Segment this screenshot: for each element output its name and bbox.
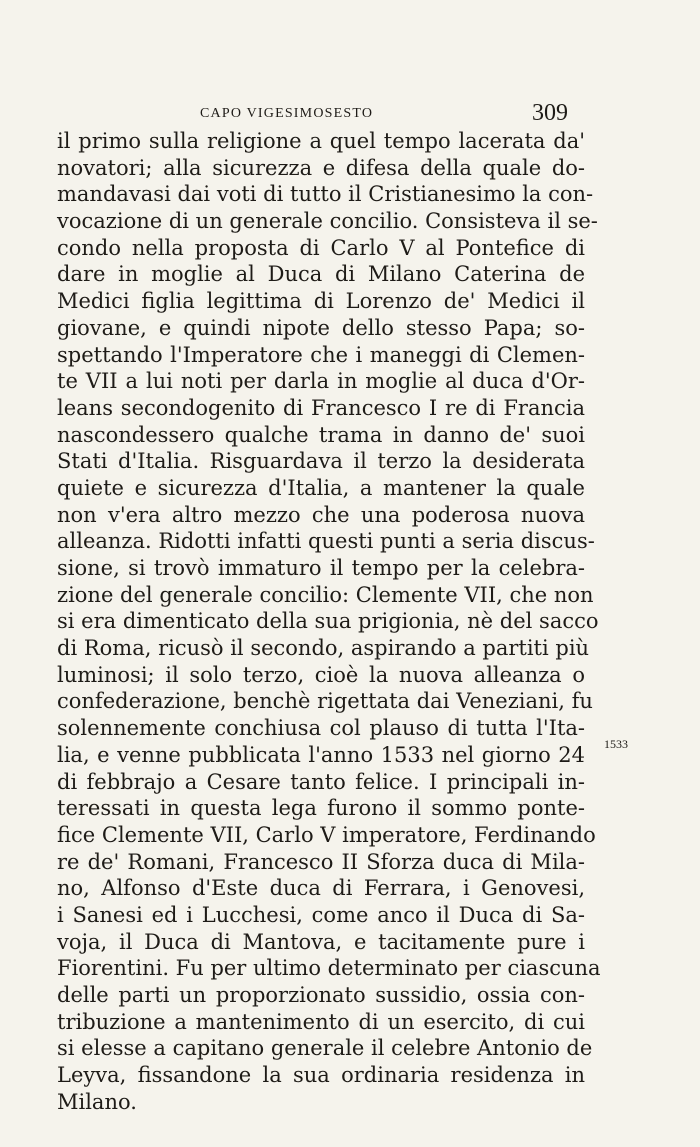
text-line: condo nella proposta di Carlo V al Pontefice di: [57, 235, 585, 260]
text-line: alleanza. Ridotti infatti questi punti a seria discus-: [57, 529, 595, 554]
text-line: giovane, e quindi nipote dello stesso Papa; so-: [57, 315, 585, 340]
text-line: di febbrajo a Cesare tanto felice. I principali in-: [57, 769, 585, 794]
text-line: non v'era altro mezzo che una poderosa nuova: [57, 502, 585, 527]
text-line: teressati in questa lega furono il sommo ponte-: [57, 796, 585, 821]
text-line: nascondessero qualche trama in danno de' suoi: [57, 422, 585, 447]
text-line: dare in moglie al Duca di Milano Caterina de: [57, 262, 585, 287]
text-line: lia, e venne pubblicata l'anno 1533 nel giorno 24: [57, 742, 585, 767]
text-line: Stati d'Italia. Risguardava il terzo la desiderata: [57, 449, 585, 474]
text-line: il primo sulla religione a quel tempo lacerata da': [57, 129, 585, 153]
body-text: [57, 128, 601, 1115]
text-line: quiete e sicurezza d'Italia, a mantener la quale: [57, 475, 585, 500]
margin-year-note: 1533: [604, 737, 628, 751]
text-line: no, Alfonso d'Este duca di Ferrara, i Genovesi,: [57, 876, 585, 901]
text-line: sione, si trovò immaturo il tempo per la celebra-: [57, 556, 585, 580]
text-line: si elesse a capitano generale il celebre Antonio de: [57, 1036, 593, 1061]
text-line: i Sanesi ed i Lucchesi, come anco il Duca di Sa-: [57, 902, 585, 927]
text-line: leans secondogenito di Francesco I re di Francia: [57, 395, 585, 420]
text-line: confederazione, benchè rigettata dai Veneziani, fu: [57, 689, 593, 714]
text-line: si era dimenticato della sua prigionia, nè del sacco: [57, 609, 599, 634]
text-line: solennemente conchiusa col plauso di tutta l'Ita-: [57, 716, 585, 741]
text-line: mandavasi dai voti di tutto il Cristianesimo la con-: [57, 182, 594, 207]
running-title: CAPO VIGESIMOSESTO: [200, 106, 374, 121]
text-line: re de' Romani, Francesco II Sforza duca di Mila-: [57, 849, 585, 874]
page-number: 309: [532, 100, 568, 126]
running-head: [0, 100, 700, 130]
text-line: Leyva, fissandone la sua ordinaria residenza in: [57, 1063, 585, 1088]
text-line: spettando l'Imperatore che i maneggi di Clemen-: [57, 342, 585, 367]
text-line: voja, il Duca di Mantova, e tacitamente pure i: [57, 929, 585, 954]
text-line: delle parti un proporzionato sussidio, ossia con-: [57, 983, 585, 1007]
text-line: luminosi; il solo terzo, cioè la nuova alleanza o: [57, 662, 585, 687]
text-line: fice Clemente VII, Carlo V imperatore, Ferdinando: [57, 822, 596, 847]
text-line: vocazione di un generale concilio. Consisteva il se-: [57, 209, 598, 234]
text-line: di Roma, ricusò il secondo, aspirando a partiti più: [57, 636, 590, 661]
text-line: zione del generale concilio: Clemente VII, che non: [57, 582, 594, 607]
text-line: Medici figlia legittima di Lorenzo de' Medici il: [57, 289, 585, 314]
text-line-last: Milano.: [57, 1089, 137, 1114]
text-line: Fiorentini. Fu per ultimo determinato per ciascuna: [57, 956, 601, 981]
text-line: novatori; alla sicurezza e difesa della quale do-: [57, 155, 585, 180]
text-line: te VII a lui noti per darla in moglie al duca d'Or-: [57, 369, 585, 394]
text-line: tribuzione a mantenimento di un esercito, di cui: [57, 1009, 585, 1034]
